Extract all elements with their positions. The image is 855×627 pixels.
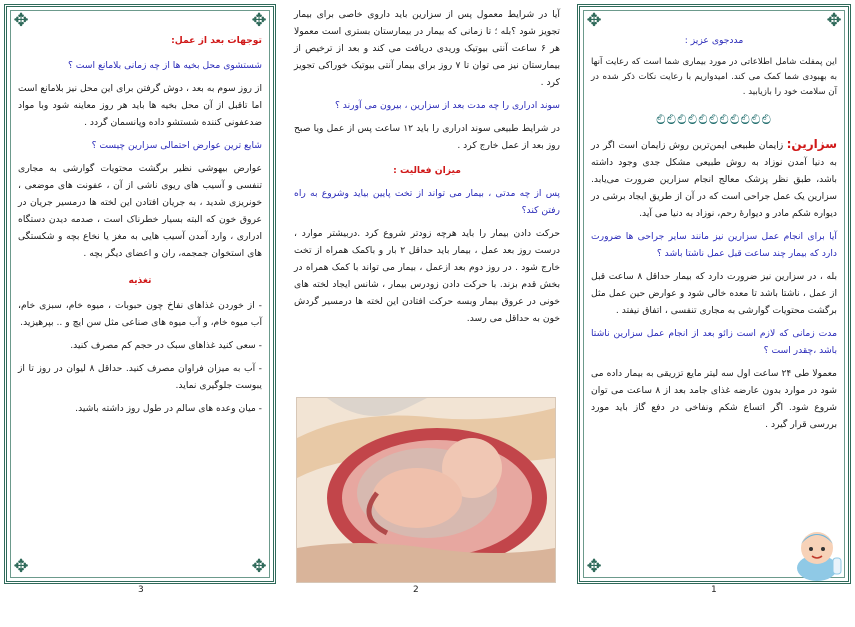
decorative-divider-icon: ಲಿಲಿಲಿಲಿಲಿಲಿಲಿಲಿಲಿಲಿಲಿ (655, 110, 773, 128)
nutrition-item: - سعی کنید غذاهای سبک در حجم کم مصرف کنید. (70, 340, 262, 351)
page-number: 1 (711, 585, 717, 595)
panel-page-2 (286, 4, 568, 584)
term-heading: سزارین: (786, 137, 837, 151)
page-number: 3 (138, 585, 144, 595)
corner-ornament-icon: ✥ (13, 10, 29, 31)
panel-content (591, 32, 837, 439)
nutrition-item: - از خوردن غذاهای نفاخ چون حبوبات ، میوه خام، سبزی خام، آب میوه خام، و آب میوه های صناعی مثل سن ایچ و .. بپرهیزید. (18, 300, 262, 328)
panel-content (294, 6, 560, 333)
answer: در شرایط طبیعی سوند ادراری را باید ۱۲ ساعت پس از عمل ویا صبح روز بعد از عمل خارج کرد . (294, 123, 560, 151)
cesarean-illustration-icon (297, 398, 555, 582)
corner-ornament-icon: ✥ (251, 556, 267, 577)
greeting: مددجوی عزیز : (684, 35, 744, 46)
section-title: میزان فعالیت : (393, 165, 461, 176)
panel-content (18, 32, 262, 423)
answer: بله ، در سزارین نیز ضرورت دارد که بیمار حداقل ۸ ساعت قبل از عمل ، ناشتا باشد تا معده خالی شود و عوارض حین عمل مثل برگشت محتویات گوارشی به مجاری تنفسی ، اتفاق نیفتد . (591, 271, 838, 316)
question: شستشوی محل بخیه ها از چه زمانی بلامانع است ؟ (67, 60, 262, 71)
definition-text: زایمان طبیعی ایمن‌ترین روش زایمان است اگر در به دنیا آمدن نوزاد به روش طبیعی مشکل جدی وجود داشته باشد، طبق نظر پزشک معالج انجام سزارین ضرورت می‌یابد. سزارین یک عمل جراحی است که در آن از طریق ایجاد برشی در دیواره شکم مادر و دیوارهٔ رحم، نوزاد به دنیا می آید. (591, 140, 837, 219)
panel-page-1 (577, 4, 851, 584)
question: مدت زمانی که لازم است زائو بعد از انجام عمل سزارین ناشتا باشد ،چقدر است ؟ (591, 328, 837, 356)
corner-ornament-icon: ✥ (586, 556, 602, 577)
question: آیا برای انجام عمل سزارین نیز مانند سایر جراحی ها ضرورت دارد که بیمار چند ساعت قبل عمل ناشتا باشد ؟ (591, 231, 837, 259)
corner-ornament-icon: ✥ (251, 10, 267, 31)
answer: حرکت دادن بیمار را باید هرچه زودتر شروع کرد .دربیشتر موارد ، درست روز بعد عمل ، بیمار باید حداقل ۲ بار و باکمک همراه از تخت خارج شود . در روز دوم بعد ازعمل ، بیمار می تواند با کمک همراه در بخش قدم بزند. با حرکت دادن زودرس بیمار ، شانس ایجاد لخته های خونی در عروق بیمار وبسه حرکت افتادن این لخته ها درمسیر گردش خون به حداقل می رسد. (294, 228, 561, 324)
baby-cartoon-icon (787, 524, 847, 582)
answer: از روز سوم به بعد ، دوش گرفتن برای این محل نیز بلامانع است اما تاقبل از آن محل بخیه ها باید هر روز معاینه شود وبا مواد ضدعفونی کننده شستشو داده وپانسمان گردد . (18, 83, 262, 128)
corner-ornament-icon: ✥ (586, 10, 602, 31)
cesarean-illustration-image (296, 397, 556, 583)
section-title: تغذیه (128, 275, 152, 286)
intro-text: این پمفلت شامل اطلاعاتی در مورد بیماری شما است که رعایت آنها به بهبودی شما کمک می کند. امیدواریم با رعایت نکات ذکر شده در آن سلامت خود را بازیابید . (591, 57, 837, 97)
corner-ornament-icon: ✥ (13, 556, 29, 577)
nutrition-item: - آب به میزان فراوان مصرف کنید. حداقل ۸ لیوان در روز تا از یبوست جلوگیری نماید. (18, 363, 262, 391)
question: سوند ادراری را چه مدت بعد از سزارین ، بیرون می آورند ؟ (334, 100, 560, 111)
answer: معمولا طی ۲۴ ساعت اول سه لیتر مایع تزریقی به بیمار داده می شود در موارد بدون عارضه غذای جامد بعد از ۸ ساعت می توان شروع شود. اگر اتساع شکم ونفاخی در دفع گاز باید مورد بررسی قرار گیرد . (591, 368, 838, 430)
page-number: 2 (413, 585, 419, 595)
section-title: توجهات بعد از عمل: (171, 35, 262, 46)
paragraph: آیا در شرایط معمول پس از سزارین باید داروی خاصی برای بیمار تجویز شود ؟بله ؛ تا زمانی که بیمار در بیمارستان بستری است معمولا هر ۶ ساعت آنتی بیوتیک وریدی دریافت می کند و بعد از ترخیص از بیمارستان نیز می توان تا ۷ روز برای بیمار آنتی بیوتیک خوراکی تجویز کرد . (294, 9, 560, 88)
corner-ornament-icon: ✥ (826, 10, 842, 31)
nutrition-item: - میان وعده های سالم در طول روز داشته باشید. (75, 403, 262, 414)
question: پس از چه مدتی ، بیمار می تواند از تخت پایین بیاید وشروع به راه رفتن کند؟ (294, 188, 560, 216)
question: شایع ترین عوارض احتمالی سزارین چیست ؟ (91, 140, 262, 151)
panel-page-3 (4, 4, 276, 584)
answer: عوارض بیهوشی نظیر برگشت محتویات گوارشی به مجاری تنفسی و آسیب های ریوی ناشی از آن ، عفونت های موضعی ، خونریزی شدید ، به جریان افتادن این لخته ها درمسیر جریان در عروق خون که البته بسیار خطرناک است ، صدمه دیدن دستگاه ادراری ، وارد آمدن آسیب هایی به مغز یا نخاع بچه و شکستگی های استخوان جمجمه، ران و اعضای دیگر بچه . (18, 163, 262, 259)
